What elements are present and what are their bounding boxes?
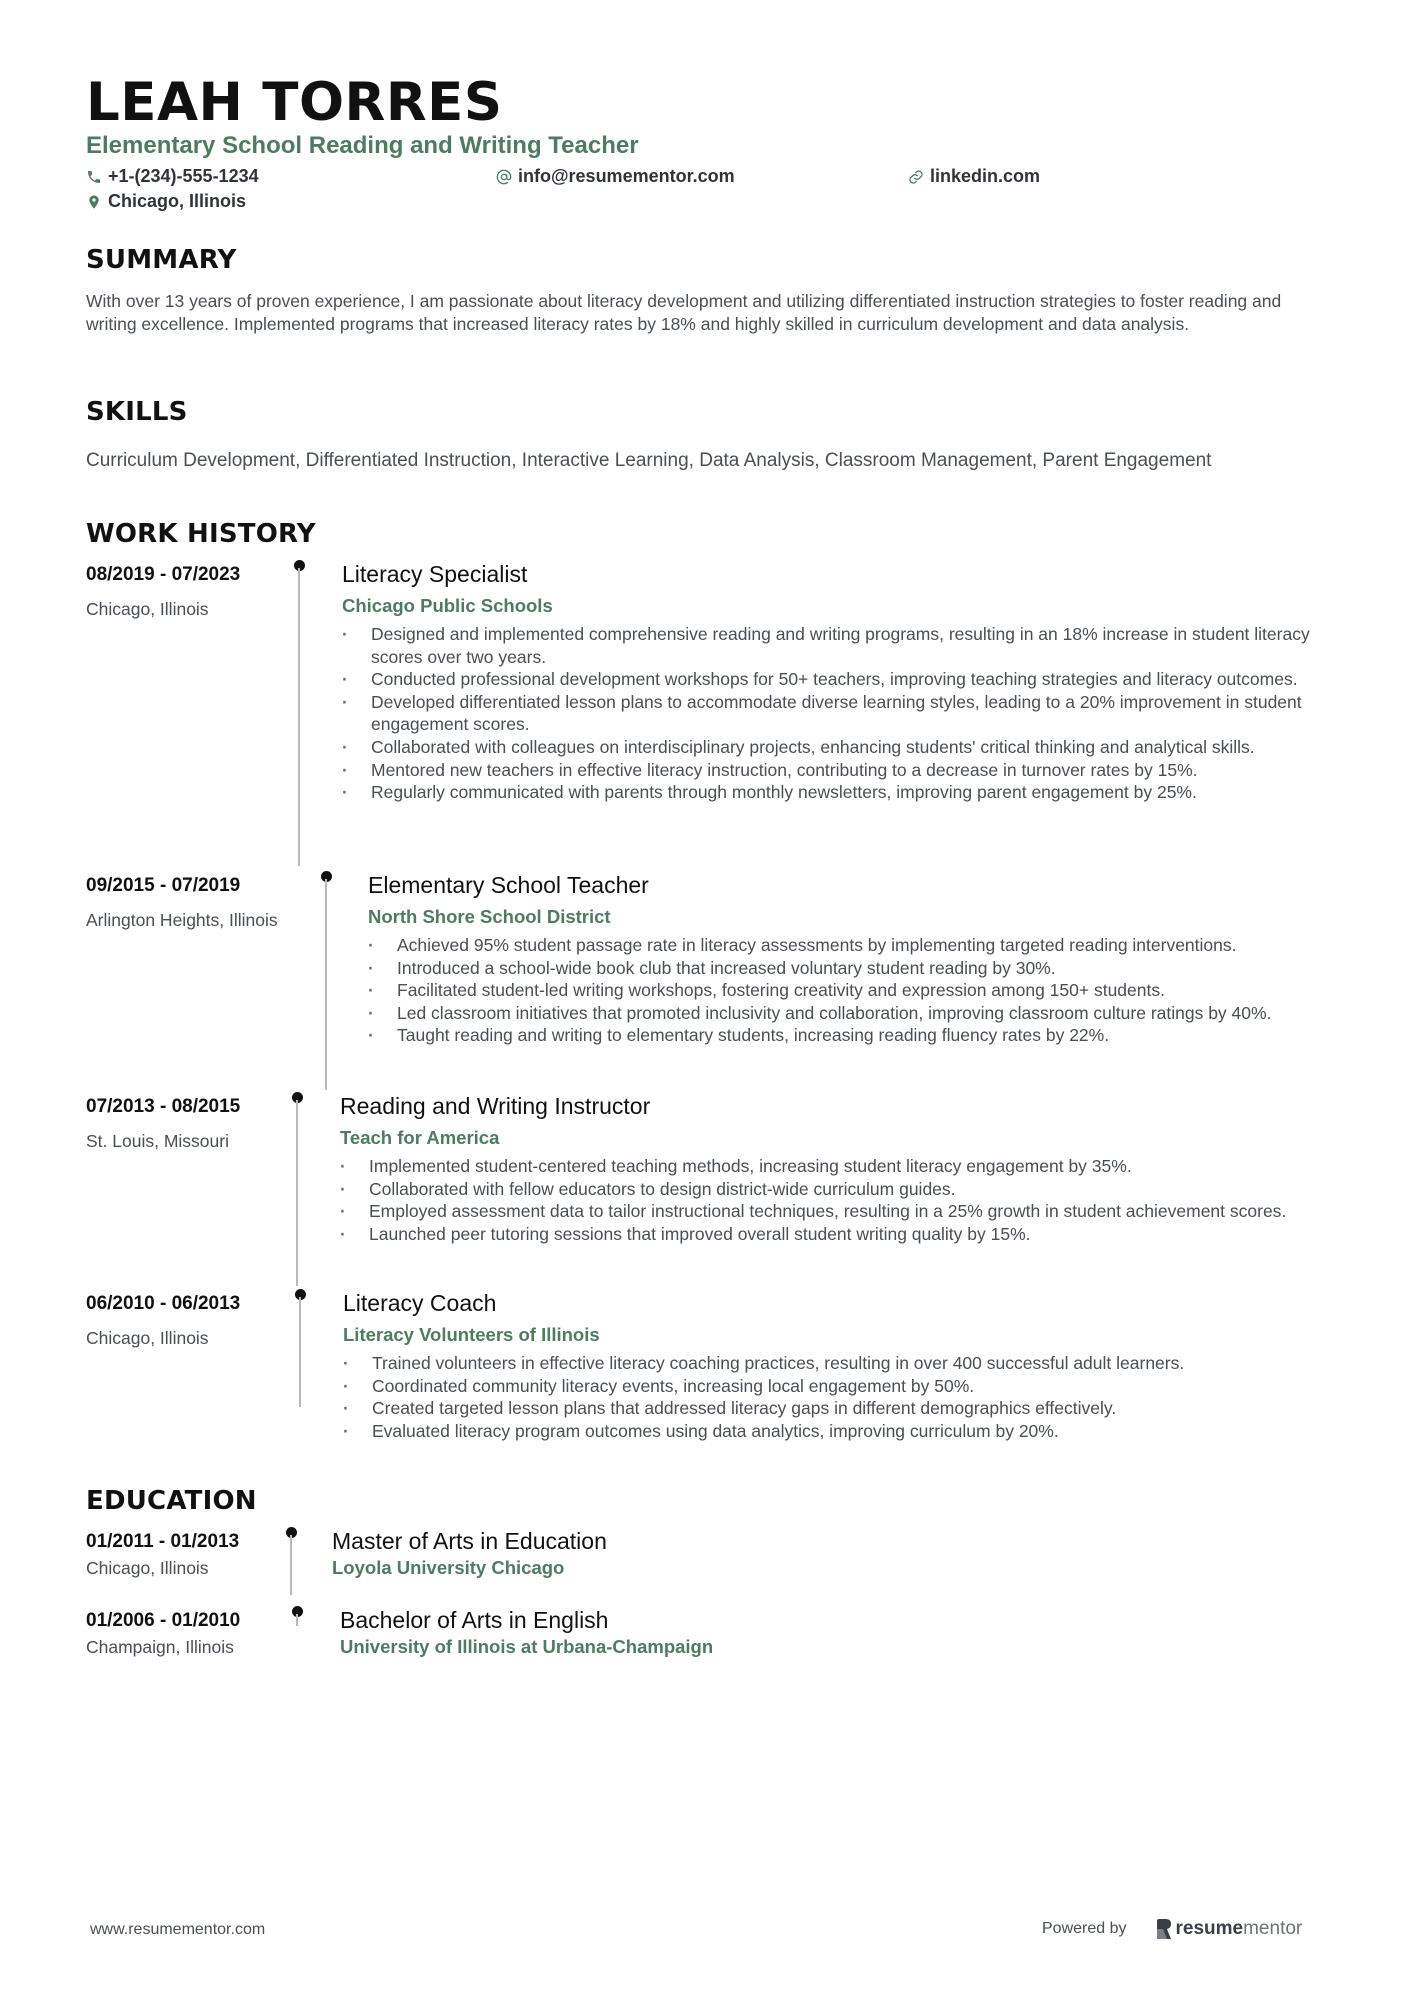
skills-heading: SKILLS <box>86 397 188 427</box>
work-location: Arlington Heights, Illinois <box>86 910 278 930</box>
bullet-item: · Regularly communicated with parents through monthly newsletters, improving parent engagement by 25%. <box>342 781 1336 804</box>
work-details <box>342 561 1336 804</box>
contact-email[interactable] <box>496 166 735 187</box>
phone-icon <box>86 169 102 185</box>
timeline-line <box>296 1100 298 1286</box>
at-icon <box>496 169 512 185</box>
employer: North Shore School District <box>368 906 611 927</box>
contact-linkedin[interactable] <box>908 166 1040 187</box>
bullet-list <box>343 1352 1336 1442</box>
bullet-item: · Conducted professional development workshops for 50+ teachers, improving teaching strategies and literacy outcomes. <box>342 668 1336 691</box>
phone-text: +1-(234)-555-1234 <box>108 166 259 186</box>
timeline-line <box>290 1535 292 1595</box>
bullet-item: · Facilitated student-led writing workshops, fostering creativity and expression among 150+ students. <box>368 979 1336 1002</box>
timeline-dot <box>295 1289 306 1300</box>
timeline-line <box>296 1614 298 1626</box>
job-title: Elementary School Teacher <box>368 872 649 898</box>
contact-phone <box>86 166 259 187</box>
bullet-list <box>342 623 1336 804</box>
resumementor-logo[interactable] <box>1157 1918 1303 1940</box>
bullet-item: · Introduced a school-wide book club that increased voluntary student reading by 30%. <box>368 957 1336 980</box>
bullet-item: · Developed differentiated lesson plans to accommodate diverse learning styles, leading to a 20% improvement in student engagement scores. <box>342 691 1336 736</box>
employer: Literacy Volunteers of Illinois <box>343 1324 600 1345</box>
timeline-dot <box>294 560 305 571</box>
bullet-item: · Coordinated community literacy events, increasing local engagement by 50%. <box>343 1375 1336 1398</box>
bullet-item: · Collaborated with fellow educators to design district-wide curriculum guides. <box>340 1178 1336 1201</box>
candidate-headline: Elementary School Reading and Writing Teacher <box>86 132 639 159</box>
footer-branding <box>1042 1918 1302 1940</box>
work-details <box>340 1093 1336 1245</box>
bullet-item: · Taught reading and writing to elementary students, increasing reading fluency rates by 22%. <box>368 1024 1336 1047</box>
timeline-dot <box>292 1092 303 1103</box>
linkedin-text[interactable]: linkedin.com <box>930 166 1041 186</box>
timeline-dot <box>321 871 332 882</box>
logo-text-bold: resume <box>1175 1918 1244 1939</box>
bullet-item: · Designed and implemented comprehensive reading and writing programs, resulting in an 18% increase in student literacy scores over two years. <box>342 623 1336 668</box>
education-location: Chicago, Illinois <box>86 1558 209 1578</box>
work-dates: 07/2013 - 08/2015 <box>86 1096 241 1117</box>
education-details <box>340 1607 1336 1659</box>
resumementor-logo-icon <box>1157 1919 1171 1939</box>
work-location: Chicago, Illinois <box>86 1328 209 1348</box>
school: University of Illinois at Urbana-Champaign <box>340 1636 714 1657</box>
education-dates: 01/2011 - 01/2013 <box>86 1531 240 1552</box>
bullet-item: · Trained volunteers in effective literacy coaching practices, resulting in over 400 successful adult learners. <box>343 1352 1336 1375</box>
resume-page <box>86 0 1336 1995</box>
bullet-item: · Collaborated with colleagues on interdisciplinary projects, enhancing students' critical thinking and analytical skills. <box>342 736 1336 759</box>
timeline-line <box>298 568 300 866</box>
work-details <box>343 1290 1336 1442</box>
skills-text: Curriculum Development, Differentiated Instruction, Interactive Learning, Data Analysis, Classroom Management, Parent Engagement <box>86 450 1212 471</box>
bullet-item: · Achieved 95% student passage rate in literacy assessments by implementing targeted reading interventions. <box>368 934 1336 957</box>
education-location: Champaign, Illinois <box>86 1637 234 1657</box>
degree: Master of Arts in Education <box>332 1528 607 1554</box>
job-title: Literacy Coach <box>343 1290 497 1316</box>
bullet-item: · Employed assessment data to tailor instructional techniques, resulting in a 25% growth in student achievement scores. <box>340 1200 1336 1223</box>
education-dates: 01/2006 - 01/2010 <box>86 1610 241 1631</box>
powered-by-text: Powered by <box>1042 1920 1127 1937</box>
employer: Chicago Public Schools <box>342 595 553 616</box>
work-dates: 06/2010 - 06/2013 <box>86 1293 241 1314</box>
work-dates: 08/2019 - 07/2023 <box>86 564 241 585</box>
employer: Teach for America <box>340 1127 500 1148</box>
job-title: Reading and Writing Instructor <box>340 1093 651 1119</box>
work-dates: 09/2015 - 07/2019 <box>86 875 241 896</box>
timeline-line <box>299 1297 301 1407</box>
link-icon <box>908 169 924 185</box>
timeline-dot <box>286 1527 297 1538</box>
school: Loyola University Chicago <box>332 1557 565 1578</box>
work-details <box>368 872 1336 1047</box>
job-title: Literacy Specialist <box>342 561 528 587</box>
timeline-line <box>325 879 327 1090</box>
work-location: Chicago, Illinois <box>86 599 209 619</box>
map-pin-icon <box>86 194 102 210</box>
logo-text-light: mentor <box>1243 1918 1303 1939</box>
bullet-item: · Led classroom initiatives that promoted inclusivity and collaboration, improving classroom culture ratings by 40%. <box>368 1002 1336 1025</box>
bullet-item: · Created targeted lesson plans that addressed literacy gaps in different demographics effectively. <box>343 1397 1336 1420</box>
footer-website[interactable]: www.resumementor.com <box>90 1921 266 1938</box>
location-text: Chicago, Illinois <box>108 191 247 211</box>
bullet-item: · Implemented student-centered teaching methods, increasing student literacy engagement by 35%. <box>340 1155 1336 1178</box>
contact-location <box>86 191 246 212</box>
education-details <box>332 1528 1336 1580</box>
summary-heading: SUMMARY <box>86 245 237 275</box>
bullet-item: · Mentored new teachers in effective literacy instruction, contributing to a decrease in turnover rates by 15%. <box>342 759 1336 782</box>
timeline-dot <box>292 1606 303 1617</box>
work-location: St. Louis, Missouri <box>86 1131 229 1151</box>
email-text[interactable]: info@resumementor.com <box>518 166 735 186</box>
summary-text: With over 13 years of proven experience, I am passionate about literacy development and utilizing differentiated instruction strategies to foster reading and writing excellence. Implemented programs that increased literacy rates by 18% and highly skilled in curriculum development and data analysis. <box>86 291 1282 334</box>
bullet-list <box>368 934 1336 1047</box>
bullet-item: · Evaluated literacy program outcomes using data analytics, improving curriculum by 20%. <box>343 1420 1336 1443</box>
degree: Bachelor of Arts in English <box>340 1607 609 1633</box>
work-history-heading: WORK HISTORY <box>86 519 316 549</box>
bullet-list <box>340 1155 1336 1245</box>
bullet-item: · Launched peer tutoring sessions that improved overall student writing quality by 15%. <box>340 1223 1336 1246</box>
education-heading: EDUCATION <box>86 1486 257 1516</box>
candidate-name: LEAH TORRES <box>86 72 503 133</box>
